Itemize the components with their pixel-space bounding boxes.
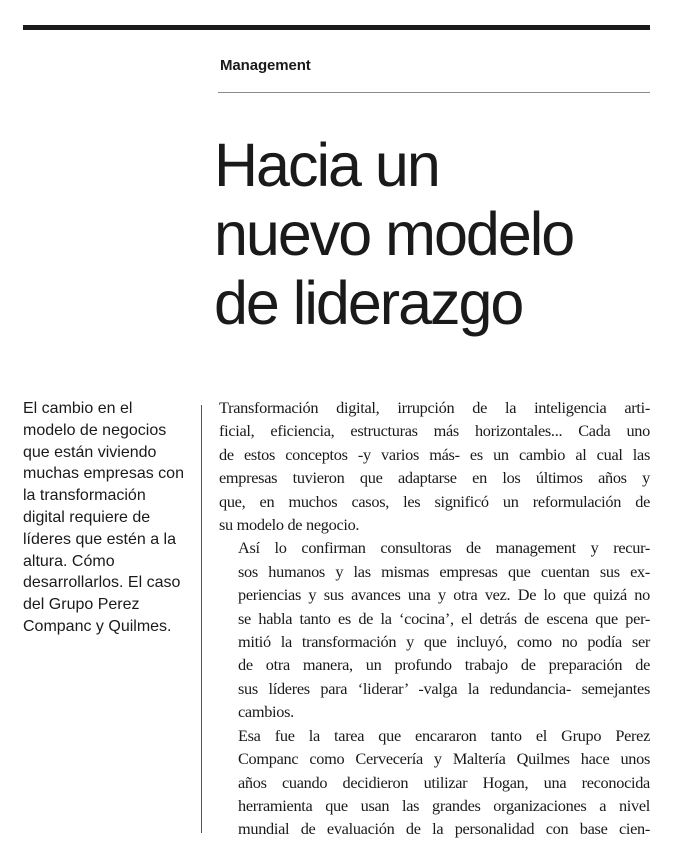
- text-line: de estos conceptos -y varios más- es un cambio al cual las: [219, 444, 650, 464]
- article-body: [219, 396, 650, 841]
- text-line: sus líderes para ‘liderar’ -valga la redundancia- semejantes: [238, 678, 650, 698]
- paragraph-2: [219, 536, 650, 723]
- paragraph-1: [219, 396, 650, 536]
- text-line: cambios.: [238, 702, 294, 722]
- text-line: Companc como Cervecería y Maltería Quilmes hace unos: [238, 749, 650, 769]
- text-line: mundial de evaluación de la personalidad con base cien-: [238, 819, 650, 839]
- text-line: de otra manera, un profundo trabajo de preparación de: [238, 655, 650, 675]
- paragraph-3: [219, 724, 650, 841]
- section-divider: [218, 92, 650, 93]
- section-label: Management: [220, 57, 311, 74]
- text-line: se habla tanto es de la ‘cocina’, el detrás de escena que per-: [238, 608, 650, 628]
- text-line: Así lo confirman consultoras de management y recur-: [238, 538, 650, 558]
- text-line: empresas tuvieron que adaptarse en los últimos años y: [219, 468, 650, 488]
- text-line: que, en muchos casos, les significó un reformulación de: [219, 491, 650, 511]
- headline: [214, 131, 654, 338]
- top-rule: [23, 25, 650, 30]
- deck-summary: El cambio en el modelo de negocios que están viviendo muchas empresas con la transformación digital requiere de líderes que estén a la altura. Cómo desarrollarlos. El caso del Grupo Perez Companc y Quilmes.: [23, 400, 184, 635]
- text-line: Esa fue la tarea que encararon tanto el Grupo Perez: [238, 725, 650, 745]
- text-line: años cuando decidieron utilizar Hogan, una reconocida: [238, 772, 650, 792]
- column-divider: [201, 405, 202, 833]
- text-line: ficial, eficiencia, estructuras más horizontales... Cada uno: [219, 421, 650, 441]
- text-line: Transformación digital, irrupción de la inteligencia arti-: [219, 398, 650, 417]
- headline-line: nuevo modelo: [214, 200, 574, 268]
- headline-line: Hacia un: [214, 131, 439, 199]
- text-line: sos humanos y las mismas empresas que cuentan sus ex-: [238, 561, 650, 581]
- text-line: su modelo de negocio.: [219, 515, 360, 535]
- text-line: mitió la transformación y que incluyó, como no podía ser: [238, 632, 650, 652]
- headline-line: de liderazgo: [214, 269, 523, 337]
- text-line: periencias y sus avances una y otra vez. De lo que quizá no: [238, 585, 650, 605]
- text-line: herramienta que usan las grandes organizaciones a nivel: [238, 795, 650, 815]
